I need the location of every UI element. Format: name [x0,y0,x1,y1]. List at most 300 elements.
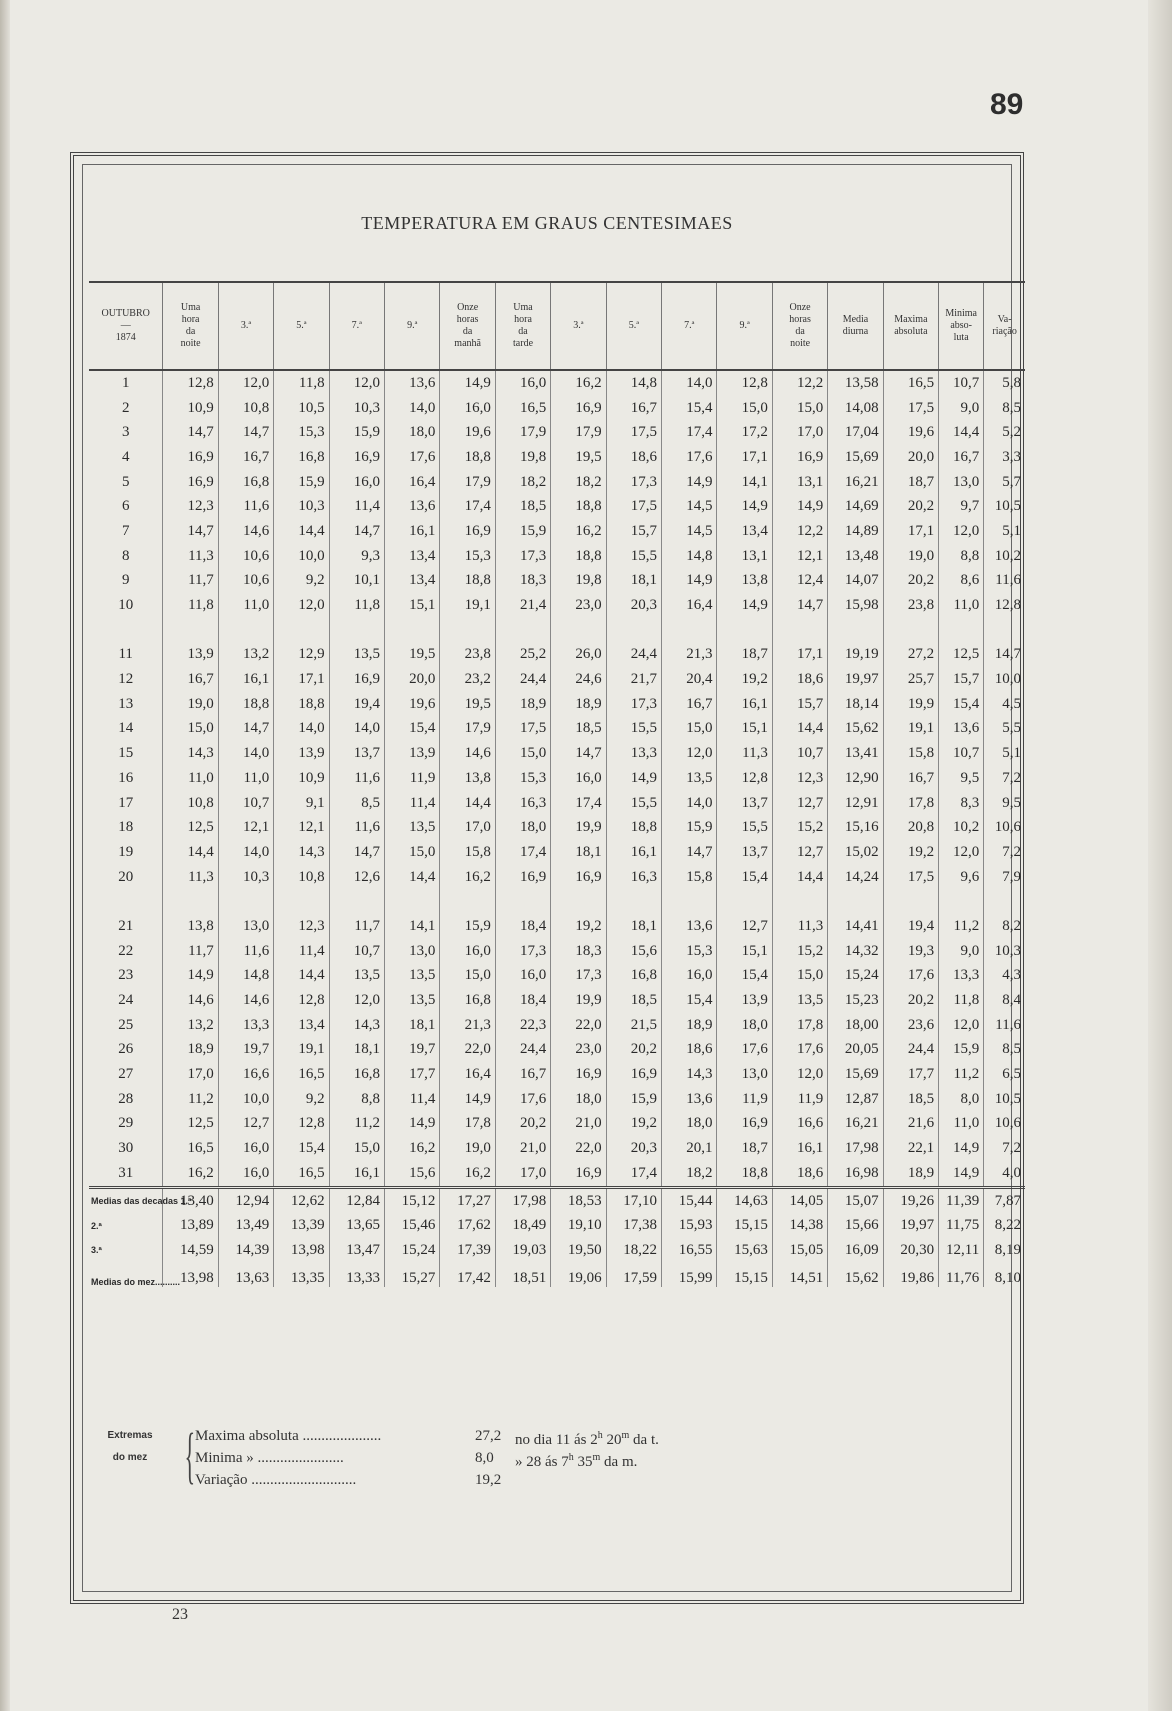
table-cell: 15,4 [662,396,717,421]
table-cell: 14,7 [163,519,218,544]
table-cell: 12,0 [218,370,273,396]
table-cell: 8,10 [984,1263,1025,1288]
table-cell: 18,1 [329,1038,384,1063]
column-header: Va- riação [984,282,1025,370]
table-cell: 24,4 [495,667,550,692]
table-cell: 13,3 [218,1013,273,1038]
table-cell: 16,9 [772,445,827,470]
table-cell: 16,0 [440,396,495,421]
table-cell: 15,63 [717,1238,772,1263]
table-cell: 12,6 [329,865,384,890]
table-cell: 13,48 [828,544,883,569]
table-cell: 16,7 [883,766,938,791]
table-cell: 11,8 [163,593,218,618]
table-cell: 17,5 [606,494,661,519]
table-cell: 12,3 [772,766,827,791]
table-cell: 21,3 [662,643,717,668]
table-cell: 13,4 [385,569,440,594]
table-cell: 15,69 [828,1062,883,1087]
table-cell: 10,6 [984,815,1025,840]
table-cell: 16,8 [329,1062,384,1087]
table-cell: 18,4 [495,988,550,1013]
table-cell: 16,1 [717,692,772,717]
table-cell: 21,4 [495,593,550,618]
table-cell: 14,7 [662,840,717,865]
table-cell: 15,9 [274,470,329,495]
table-cell: 10,9 [274,766,329,791]
table-cell: 14,1 [717,470,772,495]
table-cell: 19,6 [883,420,938,445]
table-cell: 9,5 [939,766,984,791]
table-cell: 16,8 [440,988,495,1013]
table-cell: 14,9 [440,1087,495,1112]
table-cell: 6,5 [984,1062,1025,1087]
table-cell: 14,08 [828,396,883,421]
row-label: 1 [121,374,130,391]
table-row [89,643,1025,668]
table-cell: 12,90 [828,766,883,791]
table-cell: 18,2 [551,470,606,495]
table-cell: 19,2 [717,667,772,692]
table-cell: 10,3 [984,939,1025,964]
table-row [89,470,1025,495]
table-cell: 12,1 [772,544,827,569]
table-cell: 16,9 [329,667,384,692]
table-cell: 13,0 [385,939,440,964]
table-cell: 19,5 [440,692,495,717]
table-cell: 14,7 [218,717,273,742]
table-cell: 15,0 [495,741,550,766]
table-row [89,865,1025,890]
table-cell: 18,9 [551,692,606,717]
table-cell: 19,6 [385,692,440,717]
temperature-table [89,281,1025,1287]
table-cell: 15,0 [329,1136,384,1161]
table-cell: 17,6 [883,964,938,989]
table-cell: 16,4 [440,1062,495,1087]
table-cell: 11,2 [329,1112,384,1137]
table-cell: 17,98 [495,1187,550,1213]
table-cell: 24,6 [551,667,606,692]
table-cell: 15,12 [385,1187,440,1213]
table-cell: 15,9 [939,1038,984,1063]
table-cell: 15,7 [772,692,827,717]
table-cell: 5,1 [984,519,1025,544]
table-cell: 15,66 [828,1213,883,1238]
table-cell: 18,5 [551,717,606,742]
table-cell: 16,2 [385,1136,440,1161]
table-cell: 18,5 [495,494,550,519]
table-cell: 20,3 [606,1136,661,1161]
row-label: 4 [121,448,130,465]
table-cell: 14,4 [274,964,329,989]
table-cell: 20,4 [662,667,717,692]
table-cell: 14,6 [218,519,273,544]
table-cell: 14,0 [385,396,440,421]
row-label: 20 [118,868,134,885]
table-cell: 19,9 [551,988,606,1013]
table-cell: 14,8 [218,964,273,989]
table-cell: 9,5 [984,791,1025,816]
table-cell: 15,3 [440,544,495,569]
table-cell: 14,4 [440,791,495,816]
table-cell: 15,0 [385,840,440,865]
table-cell: 14,9 [606,766,661,791]
table-cell: 19,2 [883,840,938,865]
table-cell: 11,4 [385,1087,440,1112]
table-cell: 20,05 [828,1038,883,1063]
table-cell: 14,6 [218,988,273,1013]
table-cell: 18,0 [385,420,440,445]
table-cell: 15,6 [606,939,661,964]
table-cell: 16,9 [606,1062,661,1087]
table-cell: 18,5 [883,1087,938,1112]
table-cell: 19,3 [883,939,938,964]
row-label: 24 [118,992,134,1009]
table-cell: 15,15 [717,1213,772,1238]
table-cell: 7,2 [984,840,1025,865]
table-cell: 19,5 [551,445,606,470]
table-cell: 14,0 [218,840,273,865]
table-cell: 11,7 [163,569,218,594]
extreme-name: Maxima absoluta [195,1428,299,1444]
table-row [89,519,1025,544]
table-cell: 16,0 [440,939,495,964]
table-row [89,396,1025,421]
table-cell: 18,8 [274,692,329,717]
extreme-dots: ..................... [298,1428,382,1444]
table-cell: 12,8 [717,766,772,791]
table-cell: 13,65 [329,1213,384,1238]
table-cell: 10,7 [218,791,273,816]
table-cell: 18,5 [606,988,661,1013]
table-cell: 19,8 [495,445,550,470]
table-cell: 10,2 [939,815,984,840]
table-cell: 17,59 [606,1263,661,1288]
table-cell: 16,9 [717,1112,772,1137]
table-cell: 13,5 [385,815,440,840]
table-cell: 20,1 [662,1136,717,1161]
table-cell: 18,6 [606,445,661,470]
table-cell: 15,1 [717,939,772,964]
row-label: 13 [118,695,134,712]
spacer-row [89,618,1025,643]
table-cell: 12,1 [218,815,273,840]
table-cell: 10,8 [274,865,329,890]
table-cell: 18,49 [495,1213,550,1238]
table-cell: 8,22 [984,1213,1025,1238]
table-cell: 18,0 [495,815,550,840]
table-cell: 13,58 [828,370,883,396]
table-cell: 18,53 [551,1187,606,1213]
column-header: 7.ª [662,282,717,370]
table-cell: 12,8 [274,1112,329,1137]
extreme-dots: » ....................... [242,1450,344,1466]
table-row [89,988,1025,1013]
table-cell: 11,39 [939,1187,984,1213]
column-header: Minima abso- luta [939,282,984,370]
row-label: 9 [121,572,130,589]
table-cell: 15,4 [717,865,772,890]
row-label: 2 [121,399,130,416]
table-cell: 18,8 [440,445,495,470]
table-cell: 17,39 [440,1238,495,1263]
table-cell: 24,4 [495,1038,550,1063]
table-cell: 15,98 [828,593,883,618]
table-cell: 16,6 [218,1062,273,1087]
table-cell: 15,0 [717,396,772,421]
table-cell: 17,1 [717,445,772,470]
table-cell: 12,8 [274,988,329,1013]
table-cell: 14,3 [163,741,218,766]
table-cell: 10,8 [218,396,273,421]
table-cell: 10,5 [274,396,329,421]
table-cell: 20,2 [883,494,938,519]
table-cell: 14,5 [662,494,717,519]
table-cell: 17,04 [828,420,883,445]
row-label: 17 [118,794,134,811]
table-cell: 20,30 [883,1238,938,1263]
table-cell: 13,49 [218,1213,273,1238]
row-label: Medias das decadas 1.ª [89,1187,163,1213]
table-row [89,494,1025,519]
table-cell: 16,7 [495,1062,550,1087]
table-cell: 21,3 [440,1013,495,1038]
table-cell: 12,7 [772,840,827,865]
table-cell: 15,62 [828,717,883,742]
table-cell: 14,59 [163,1238,218,1263]
table-cell: 18,8 [440,569,495,594]
table-cell: 14,9 [939,1161,984,1187]
table-cell: 16,55 [662,1238,717,1263]
table-cell: 16,8 [606,964,661,989]
table-cell: 11,4 [385,791,440,816]
table-cell: 16,2 [440,1161,495,1187]
table-cell: 17,10 [606,1187,661,1213]
table-cell: 16,2 [163,1161,218,1187]
table-cell: 11,7 [329,914,384,939]
table-row [89,544,1025,569]
table-cell: 14,3 [274,840,329,865]
table-cell: 9,6 [939,865,984,890]
table-cell: 14,4 [772,717,827,742]
table-cell: 15,0 [772,396,827,421]
table-cell: 19,0 [883,544,938,569]
table-cell: 17,38 [606,1213,661,1238]
row-label: 28 [118,1090,134,1107]
table-cell: 19,8 [551,569,606,594]
table-row [89,766,1025,791]
table-cell: 15,69 [828,445,883,470]
table-cell: 11,3 [163,865,218,890]
table-cell: 14,7 [329,840,384,865]
table-cell: 18,1 [606,569,661,594]
table-cell: 13,8 [163,914,218,939]
table-cell: 17,9 [495,420,550,445]
table-cell: 18,7 [883,470,938,495]
row-label: 2.ª [91,1220,102,1231]
table-cell: 16,9 [551,1062,606,1087]
table-cell: 14,89 [828,519,883,544]
table-row [89,939,1025,964]
table-cell: 21,5 [606,1013,661,1038]
table-cell: 16,9 [163,470,218,495]
table-cell: 15,24 [385,1238,440,1263]
table-cell: 14,4 [274,519,329,544]
table-cell: 11,8 [939,988,984,1013]
table-cell: 16,7 [939,445,984,470]
column-header: Uma hora da noite [163,282,218,370]
table-cell: 23,8 [883,593,938,618]
table-cell: 4,0 [984,1161,1025,1187]
table-cell: 14,9 [385,1112,440,1137]
table-cell: 15,4 [939,692,984,717]
table-cell: 17,42 [440,1263,495,1288]
table-cell: 11,2 [939,1062,984,1087]
table-cell: 8,8 [329,1087,384,1112]
extreme-name: Variação [195,1472,248,1488]
table-cell: 15,0 [772,964,827,989]
extremes-label: Extremas do mez [107,1430,153,1463]
table-cell: 15,93 [662,1213,717,1238]
table-cell: 23,0 [551,1038,606,1063]
table-cell: 11,9 [717,1087,772,1112]
table-cell: 16,0 [662,964,717,989]
table-cell: 12,7 [717,914,772,939]
table-cell: 10,7 [939,741,984,766]
table-cell: 13,2 [218,643,273,668]
table-cell: 19,86 [883,1263,938,1288]
table-cell: 11,6 [984,1013,1025,1038]
table-cell: 13,98 [163,1263,218,1288]
table-cell: 19,1 [440,593,495,618]
table-row [89,1112,1025,1137]
table-cell: 15,6 [385,1161,440,1187]
table-cell: 15,7 [606,519,661,544]
table-cell: 15,3 [274,420,329,445]
footer-number: 23 [172,1606,188,1623]
table-cell: 17,7 [385,1062,440,1087]
table-cell: 11,2 [163,1087,218,1112]
table-cell: 14,39 [218,1238,273,1263]
table-cell: 11,0 [218,766,273,791]
table-cell: 16,6 [772,1112,827,1137]
table-cell: 13,39 [274,1213,329,1238]
table-cell: 16,2 [440,865,495,890]
table-cell: 18,2 [495,470,550,495]
table-cell: 12,0 [274,593,329,618]
table-cell: 15,3 [662,939,717,964]
column-header: Onze horas da manhã [440,282,495,370]
table-cell: 7,2 [984,766,1025,791]
column-header: 3.ª [551,282,606,370]
table-cell: 18,9 [662,1013,717,1038]
table-cell: 16,8 [218,470,273,495]
table-cell: 14,41 [828,914,883,939]
table-cell: 8,2 [984,914,1025,939]
table-cell: 14,0 [329,717,384,742]
table-cell: 13,5 [329,964,384,989]
table-cell: 17,6 [717,1038,772,1063]
table-title: TEMPERATURA EM GRAUS CENTESIMAES [361,213,733,233]
table-cell: 7,9 [984,865,1025,890]
table-cell: 16,0 [495,964,550,989]
table-cell: 3,3 [984,445,1025,470]
table-cell: 16,21 [828,1112,883,1137]
table-cell: 18,0 [662,1112,717,1137]
table-cell: 19,19 [828,643,883,668]
table-cell: 17,0 [163,1062,218,1087]
table-row [89,445,1025,470]
table-cell: 14,3 [662,1062,717,1087]
table-cell: 17,1 [274,667,329,692]
table-cell: 11,8 [274,370,329,396]
table-cell: 12,9 [274,643,329,668]
extreme-line [195,1469,502,1491]
table-cell: 16,0 [495,370,550,396]
table-cell: 19,97 [883,1213,938,1238]
table-cell: 18,8 [218,692,273,717]
table-cell: 24,4 [883,1038,938,1063]
table-cell: 19,6 [440,420,495,445]
table-cell: 14,51 [772,1263,827,1288]
table-cell: 13,0 [717,1062,772,1087]
table-cell: 19,4 [329,692,384,717]
table-cell: 8,5 [984,1038,1025,1063]
table-cell: 13,33 [329,1263,384,1288]
table-cell: 18,8 [606,815,661,840]
table-cell: 16,9 [163,445,218,470]
table-cell: 12,87 [828,1087,883,1112]
table-row [89,791,1025,816]
table-cell: 14,69 [828,494,883,519]
table-cell: 11,9 [385,766,440,791]
table-cell: 8,5 [329,791,384,816]
table-cell: 16,9 [440,519,495,544]
table-cell: 10,7 [939,370,984,396]
table-cell: 7,87 [984,1187,1025,1213]
table-cell: 15,9 [495,519,550,544]
table-cell: 14,24 [828,865,883,890]
table-cell: 15,44 [662,1187,717,1213]
row-label: 26 [118,1041,134,1058]
table-cell: 18,9 [163,1038,218,1063]
table-cell: 16,8 [274,445,329,470]
table-cell: 19,06 [551,1263,606,1288]
table-cell: 15,23 [828,988,883,1013]
table-cell: 11,3 [717,741,772,766]
table-cell: 22,0 [551,1136,606,1161]
table-cell: 15,9 [440,914,495,939]
table-cell: 13,9 [163,643,218,668]
row-label: 30 [118,1140,134,1157]
table-cell: 13,6 [939,717,984,742]
table-cell: 13,9 [385,741,440,766]
row-label: 15 [118,745,134,762]
table-cell: 12,94 [218,1187,273,1213]
row-label: 8 [121,547,130,564]
table-cell: 17,8 [440,1112,495,1137]
table-cell: 16,1 [772,1136,827,1161]
extreme-info: no dia 11 ás 2$^h$ 20$^m$ da t. [515,1430,659,1448]
table-cell: 13,4 [717,519,772,544]
table-cell: 19,9 [551,815,606,840]
table-cell: 16,21 [828,470,883,495]
table-row [89,692,1025,717]
table-cell: 14,1 [385,914,440,939]
page-edge [1148,0,1172,1711]
table-cell: 10,5 [984,1087,1025,1112]
